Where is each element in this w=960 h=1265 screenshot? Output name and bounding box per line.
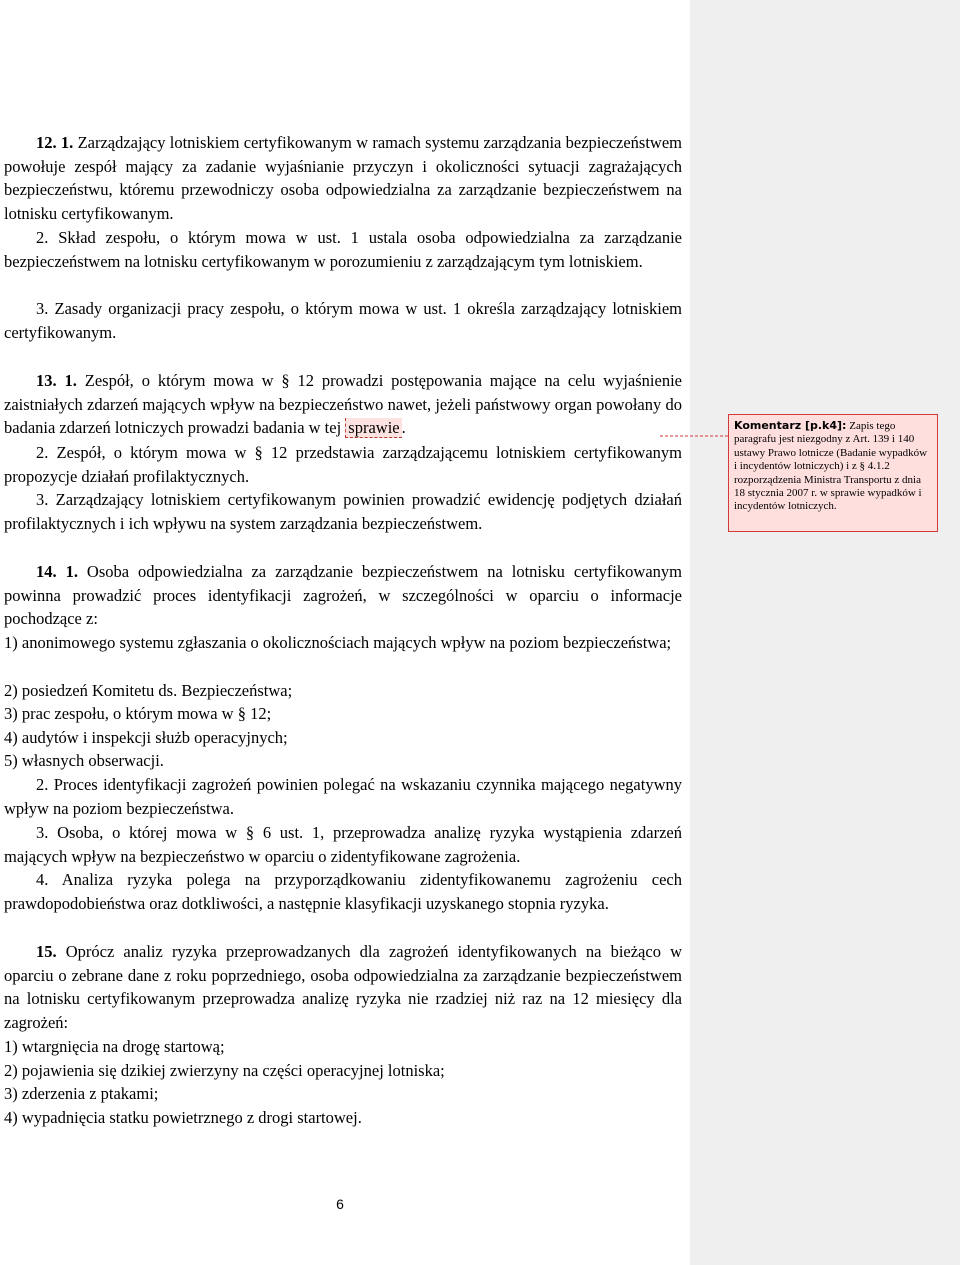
section-15-number: 15. — [36, 942, 57, 961]
section-13-text: Zespół, o którym mowa w § 12 prowadzi postępowania mające na celu wyjaśnienie zaistniałych zdarzeń mających wpływ na bezpieczeństwo nawet, jeżeli państwowy organ powołany do badania zdarzeń lotniczych prowadzi badania w tej — [4, 371, 682, 438]
section-14-paragraph-2: 2. Proces identyfikacji zagrożeń powinien polegać na wskazaniu czynnika mającego negatywny wpływ na poziom bezpieczeństwa. — [4, 775, 682, 818]
comment-text: Zapis tego paragrafu jest niezgodny z Art. 139 i 140 ustawy Prawo lotnicze (Badanie wypadków i incydentów lotniczych) i z § 4.1.2 rozporządzenia Ministra Transportu z dnia 18 stycznia 2007 r. w sprawie wypadków i incydentów lotniczych. — [734, 420, 928, 513]
section-12-text: Zarządzający lotniskiem certyfikowanym w ramach systemu zarządzania bezpieczeństwem powołuje zespół mający za zadanie wyjaśnianie przyczyn i okoliczności sytuacji zagrażających bezpieczeństwu, któremu przewodniczy osoba odpowiedzialna za zarządzanie bezpieczeństwem na lotnisku certyfikowanym. — [4, 133, 682, 223]
section-12-paragraph-1 — [4, 131, 682, 225]
section-15-paragraph-1 — [4, 940, 682, 1034]
section-14-number: 14. 1. — [36, 562, 78, 581]
page-number: 6 — [336, 1196, 344, 1212]
section-13-paragraph-2: 2. Zespół, o którym mowa w § 12 przedstawia zarządzającemu lotniskiem certyfikowanym propozycje działań profilaktycznych. — [4, 443, 682, 486]
section-14-list-item: 3) prac zespołu, o którym mowa w § 12; — [4, 704, 272, 723]
section-14-paragraph-1 — [4, 560, 682, 631]
section-15-list-item: 3) zderzenia z ptakami; — [4, 1084, 159, 1103]
section-14-paragraph-4: 4. Analiza ryzyka polega na przyporządkowaniu zidentyfikowanemu zagrożeniu cech prawdopodobieństwa oraz dotkliwości, a następnie klasyfikacji uzyskanego stopnia ryzyka. — [4, 870, 682, 913]
section-12-paragraph-2: 2. Skład zespołu, o którym mowa w ust. 1 ustala osoba odpowiedzialna za zarządzanie bezpieczeństwem na lotnisku certyfikowanym w porozumieniu z zarządzającym tym lotniskiem. — [4, 228, 682, 271]
section-13-paragraph-3: 3. Zarządzający lotniskiem certyfikowanym powinien prowadzić ewidencję podjętych działań profilaktycznych i ich wpływu na system zarządzania bezpieczeństwem. — [4, 490, 682, 533]
section-12-paragraph-3: 3. Zasady organizacji pracy zespołu, o którym mowa w ust. 1 określa zarządzający lotniskiem certyfikowanym. — [4, 299, 682, 342]
review-comment-balloon[interactable] — [728, 414, 938, 532]
section-15-list-item: 4) wypadnięcia statku powietrznego z drogi startowej. — [4, 1108, 362, 1127]
section-13-paragraph-1 — [4, 369, 682, 440]
section-13-text-end: . — [401, 418, 406, 438]
section-14-list-item: 1) anonimowego systemu zgłaszania o okolicznościach mających wpływ na poziom bezpieczeństwa; — [4, 633, 672, 652]
section-14-list-item: 2) posiedzeń Komitetu ds. Bezpieczeństwa; — [4, 681, 293, 700]
section-15-list-item: 1) wtargnięcia na drogę startową; — [4, 1037, 225, 1056]
section-14-paragraph-3: 3. Osoba, o której mowa w § 6 ust. 1, przeprowadza analizę ryzyka wystąpienia zdarzeń mających wpływ na bezpieczeństwo w oparciu o zidentyfikowane zagrożenia. — [4, 823, 682, 866]
section-14-list-item: 4) audytów i inspekcji służb operacyjnych; — [4, 728, 288, 747]
section-13-number: 13. 1. — [36, 371, 77, 390]
section-15-list-item: 2) pojawienia się dzikiej zwierzyny na części operacyjnej lotniska; — [4, 1061, 445, 1080]
section-14-text: Osoba odpowiedzialna za zarządzanie bezpieczeństwem na lotnisku certyfikowanym powinna prowadzić proces identyfikacji zagrożeń, w szczególności w oparciu o informacje pochodzące z: — [4, 562, 683, 629]
comment-label: Komentarz [p.k4]: — [734, 419, 847, 432]
section-15-text: Oprócz analiz ryzyka przeprowadzanych dla zagrożeń identyfikowanych na bieżąco w oparciu o zebrane dane z roku poprzedniego, osoba odpowiedzialna za zarządzanie bezpieczeństwem na lotnisku certyfikowanym przeprowadza analizę ryzyka nie rzadziej niż raz na 12 miesięcy dla zagrożeń: — [4, 942, 682, 1032]
comment-margin-pane — [690, 0, 960, 1265]
section-12-number: 12. 1. — [36, 133, 74, 152]
section-14-list-item: 5) własnych obserwacji. — [4, 751, 164, 770]
comment-anchor-highlight[interactable]: sprawie — [345, 418, 401, 438]
